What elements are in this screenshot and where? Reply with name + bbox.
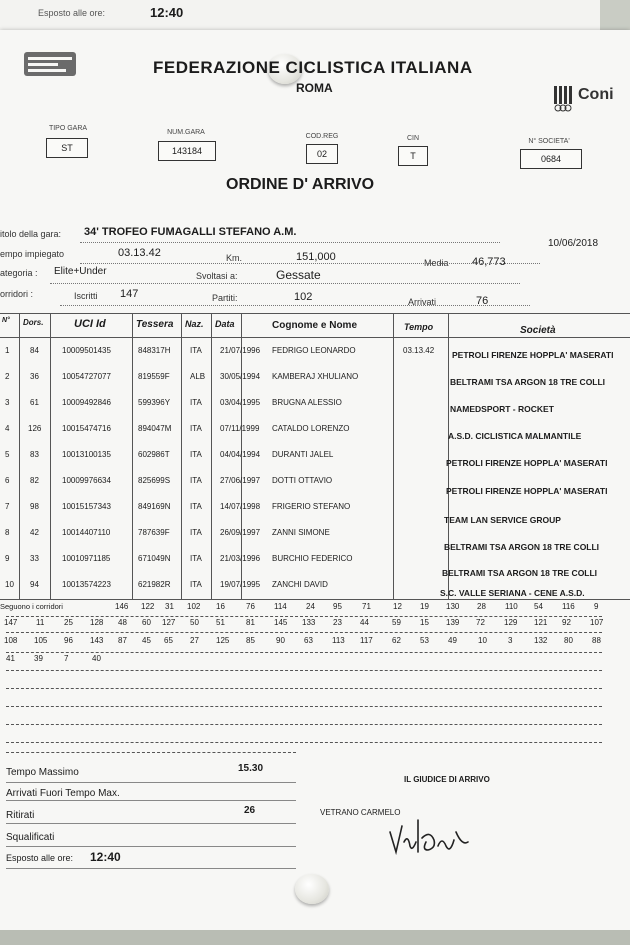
cell-tessera: 602986T <box>138 450 170 459</box>
bib-number: 117 <box>360 636 373 645</box>
bib-number: 19 <box>420 602 429 611</box>
col-header-nome: Cognome e Nome <box>272 320 358 331</box>
giudice-label: IL GIUDICE DI ARRIVO <box>404 775 490 784</box>
bib-number: 125 <box>216 636 230 645</box>
cell-societa: BELTRAMI TSA ARGON 18 TRE COLLI <box>444 542 600 552</box>
pushpin-bottom <box>295 874 329 904</box>
code-box-tipo: ST <box>46 138 88 158</box>
cell-uci: 10009492846 <box>62 398 111 407</box>
col-header-dors: Dors. <box>23 318 44 327</box>
cell-tessera: 894047M <box>138 424 172 433</box>
time-value: 03.13.42 <box>118 247 161 259</box>
code-label-num: NUM.GARA <box>167 129 205 136</box>
city-name: ROMA <box>296 81 333 95</box>
bib-number: 122 <box>141 602 155 611</box>
cell-societa: TEAM LAN SERVICE GROUP <box>444 515 561 525</box>
esposto-value: 12:40 <box>90 850 121 864</box>
bib-number: 81 <box>246 618 255 627</box>
km-value: 151,000 <box>296 251 336 263</box>
cell-naz: ALB <box>190 372 206 381</box>
col-header-uci: UCI Id <box>74 318 106 330</box>
cell-societa: NAMEDSPORT - ROCKET <box>450 404 554 414</box>
bib-number: 72 <box>476 618 485 627</box>
bib-number: 31 <box>165 602 174 611</box>
bib-number: 71 <box>362 602 371 611</box>
seguono-line-4 <box>0 654 630 668</box>
cell-naz: ITA <box>190 502 202 511</box>
cell-data: 14/07/1998 <box>220 502 261 511</box>
table-row <box>0 450 630 476</box>
bib-number: 121 <box>534 618 548 627</box>
cell-uci: 10013574223 <box>62 580 111 589</box>
esposto-label: Esposto alle ore: <box>6 853 74 863</box>
bib-number: 60 <box>142 618 151 627</box>
bib-number: 80 <box>564 636 573 645</box>
category-value: Elite+Under <box>54 266 107 277</box>
race-date: 10/06/2018 <box>548 238 599 249</box>
bib-number: 53 <box>420 636 429 645</box>
cell-dors: 36 <box>30 372 39 381</box>
cell-nome: BURCHIO FEDERICO <box>272 554 353 563</box>
tempo-max-value: 15.30 <box>238 763 264 774</box>
bib-number: 63 <box>304 636 313 645</box>
cell-data: 27/06/1997 <box>220 476 261 485</box>
bib-number: 147 <box>4 618 18 627</box>
bib-number: 108 <box>4 636 18 645</box>
table-row <box>0 554 630 580</box>
ritirati-label: Ritirati <box>6 810 35 821</box>
col-header-tessera: Tessera <box>136 319 174 330</box>
bib-number: 25 <box>64 618 73 627</box>
bib-number: 85 <box>246 636 255 645</box>
code-box-societa: 0684 <box>520 149 582 169</box>
km-label: Km. <box>226 253 243 263</box>
category-label: ategoria : <box>0 268 38 278</box>
cell-nome: ZANCHI DAVID <box>272 580 328 589</box>
bib-number: 10 <box>478 636 487 645</box>
cell-data: 26/09/1997 <box>220 528 261 537</box>
bib-number: 65 <box>164 636 173 645</box>
bib-number: 7 <box>64 654 69 663</box>
cell-data: 21/03/1996 <box>220 554 261 563</box>
coni-logo-icon <box>552 84 574 112</box>
cell-nome: FRIGERIO STEFANO <box>272 502 351 511</box>
bib-number: 27 <box>190 636 199 645</box>
race-title-value: 34' TROFEO FUMAGALLI STEFANO A.M. <box>84 226 297 238</box>
iscritti-value: 147 <box>120 288 139 300</box>
bib-number: 107 <box>590 618 604 627</box>
code-box-num: 143184 <box>158 141 216 161</box>
bib-number: 3 <box>508 636 513 645</box>
cell-naz: ITA <box>190 554 202 563</box>
cell-n: 8 <box>5 528 10 537</box>
cell-societa: PETROLI FIRENZE HOPPLA' MASERATI <box>452 350 614 360</box>
seguono-label: Seguono i corridori <box>0 602 63 611</box>
cell-n: 7 <box>5 502 10 511</box>
bib-number: 40 <box>92 654 101 663</box>
squalificati-label: Squalificati <box>6 832 55 843</box>
cell-data: 19/07/1995 <box>220 580 261 589</box>
table-row <box>0 476 630 502</box>
iscritti-label: Iscritti <box>74 291 98 301</box>
cell-data: 07/11/1999 <box>220 424 260 433</box>
partiti-label: Partiti: <box>212 293 238 303</box>
cell-uci: 10010971185 <box>62 554 111 563</box>
code-label-societa: N° SOCIETA' <box>528 138 570 145</box>
cell-tessera: 819559F <box>138 372 170 381</box>
cell-dors: 82 <box>30 476 39 485</box>
top-strip-label: Esposto alle ore: <box>38 8 106 18</box>
col-header-data: Data <box>215 319 235 329</box>
cell-data: 03/04/1995 <box>220 398 261 407</box>
bib-number: 49 <box>448 636 457 645</box>
cell-dors: 126 <box>28 424 42 433</box>
bib-number: 92 <box>562 618 571 627</box>
cell-uci: 10009501435 <box>62 346 111 355</box>
bib-number: 39 <box>34 654 43 663</box>
cell-n: 5 <box>5 450 10 459</box>
bib-number: 59 <box>392 618 401 627</box>
cell-dors: 33 <box>30 554 39 563</box>
cell-uci: 10015157343 <box>62 502 111 511</box>
cell-n: 1 <box>5 346 10 355</box>
bib-number: 12 <box>393 602 402 611</box>
cell-data: 21/07/1996 <box>220 346 261 355</box>
media-label: Media <box>424 258 449 268</box>
cell-dors: 42 <box>30 528 39 537</box>
federation-name: FEDERAZIONE CICLISTICA ITALIANA <box>153 58 473 77</box>
seguono-line-3 <box>0 636 630 650</box>
seguono-line-1 <box>0 602 630 616</box>
cell-uci: 10013100135 <box>62 450 111 459</box>
bib-number: 96 <box>64 636 73 645</box>
bib-number: 129 <box>504 618 518 627</box>
bib-number: 133 <box>302 618 316 627</box>
table-row <box>0 424 630 450</box>
cell-tessera: 848317H <box>138 346 171 355</box>
bottom-strip <box>0 930 630 945</box>
bib-number: 143 <box>90 636 104 645</box>
code-label-tipo: TIPO GARA <box>48 125 88 132</box>
cell-data: 30/05/1994 <box>220 372 261 381</box>
cell-naz: ITA <box>190 398 202 407</box>
cell-societa: A.S.D. CICLISTICA MALMANTILE <box>448 431 582 441</box>
cell-tessera: 599396Y <box>138 398 171 407</box>
race-title-label: itolo della gara: <box>0 229 62 239</box>
cell-tessera: 671049N <box>138 554 171 563</box>
bib-number: 128 <box>90 618 104 627</box>
table-row <box>0 346 630 372</box>
cell-tessera: 849169N <box>138 502 171 511</box>
bib-number: 41 <box>6 654 15 663</box>
bib-number: 88 <box>592 636 601 645</box>
cell-dors: 61 <box>30 398 39 407</box>
cell-dors: 94 <box>30 580 39 589</box>
cell-uci: 10054727077 <box>62 372 111 381</box>
cell-nome: BRUGNA ALESSIO <box>272 398 342 407</box>
bib-number: 16 <box>216 602 225 611</box>
cell-dors: 98 <box>30 502 39 511</box>
cell-nome: DURANTI JALEL <box>272 450 334 459</box>
bib-number: 15 <box>420 618 429 627</box>
cell-societa: BELTRAMI TSA ARGON 18 TRE COLLI <box>450 377 606 387</box>
bib-number: 11 <box>36 618 45 627</box>
bib-number: 146 <box>115 602 129 611</box>
bib-number: 24 <box>306 602 315 611</box>
cell-nome: KAMBERAJ XHULIANO <box>272 372 359 381</box>
cell-n: 9 <box>5 554 10 563</box>
arrivati-value: 76 <box>476 295 489 307</box>
bib-number: 139 <box>446 618 460 627</box>
bib-number: 130 <box>446 602 460 611</box>
bib-number: 9 <box>594 602 599 611</box>
fuori-tempo-label: Arrivati Fuori Tempo Max. <box>6 788 120 799</box>
code-label-reg: COD.REG <box>305 133 339 140</box>
bib-number: 76 <box>246 602 255 611</box>
giudice-name: VETRANO CARMELO <box>320 808 401 817</box>
cell-naz: ITA <box>190 424 202 433</box>
background-sheet-strip <box>0 0 600 30</box>
bib-number: 45 <box>142 636 151 645</box>
bib-number: 110 <box>505 602 518 611</box>
bib-number: 44 <box>360 618 369 627</box>
cell-nome: CATALDO LORENZO <box>272 424 350 433</box>
time-label: empo impiegato <box>0 249 65 259</box>
code-box-cin: T <box>398 146 428 166</box>
bib-number: 48 <box>118 618 127 627</box>
bib-number: 132 <box>534 636 548 645</box>
signature-icon <box>382 812 472 862</box>
bib-number: 87 <box>118 636 127 645</box>
bib-number: 62 <box>392 636 401 645</box>
cell-uci: 10015474716 <box>62 424 111 433</box>
cell-tessera: 787639F <box>138 528 170 537</box>
cell-naz: ITA <box>190 476 202 485</box>
cell-societa: BELTRAMI TSA ARGON 18 TRE COLLI <box>442 568 598 578</box>
document-title: ORDINE D' ARRIVO <box>226 176 375 193</box>
code-label-cin: CIN <box>406 135 420 142</box>
col-header-tempo: Tempo <box>404 322 434 332</box>
bib-number: 127 <box>162 618 176 627</box>
cell-nome: ZANNI SIMONE <box>272 528 330 537</box>
cell-nome: DOTTI OTTAVIO <box>272 476 333 485</box>
cell-tessera: 621982R <box>138 580 171 589</box>
cell-n: 2 <box>5 372 10 381</box>
bib-number: 95 <box>333 602 342 611</box>
riders-label: orridori : <box>0 289 34 299</box>
table-row <box>0 372 630 398</box>
tempo-max-label: Tempo Massimo <box>6 767 79 778</box>
bib-number: 145 <box>274 618 288 627</box>
code-box-reg: 02 <box>306 144 338 164</box>
cell-tempo: 03.13.42 <box>403 346 435 355</box>
cell-naz: ITA <box>190 450 202 459</box>
cell-naz: ITA <box>190 346 202 355</box>
bib-number: 105 <box>34 636 48 645</box>
table-row <box>0 502 630 528</box>
table-row <box>0 528 630 554</box>
ritirati-value: 26 <box>244 805 256 816</box>
bib-number: 50 <box>190 618 199 627</box>
cell-societa: PETROLI FIRENZE HOPPLA' MASERATI <box>446 458 608 468</box>
cell-tessera: 825699S <box>138 476 171 485</box>
col-header-societa: Società <box>520 325 556 336</box>
cell-naz: ITA <box>190 528 202 537</box>
table-row <box>0 398 630 424</box>
cell-n: 3 <box>5 398 10 407</box>
bib-number: 28 <box>477 602 486 611</box>
bib-number: 51 <box>216 618 225 627</box>
top-strip-time: 12:40 <box>150 5 184 20</box>
cell-nome: FEDRIGO LEONARDO <box>272 346 356 355</box>
bib-number: 23 <box>333 618 342 627</box>
seguono-line-2 <box>0 618 630 632</box>
cell-n: 4 <box>5 424 10 433</box>
cell-societa: S.C. VALLE SERIANA - CENE A.S.D. <box>440 588 585 598</box>
partiti-value: 102 <box>294 291 313 303</box>
media-value: 46,773 <box>472 256 506 268</box>
bib-number: 102 <box>187 602 201 611</box>
cell-data: 04/04/1994 <box>220 450 261 459</box>
cell-societa: PETROLI FIRENZE HOPPLA' MASERATI <box>446 486 608 496</box>
cell-uci: 10009976634 <box>62 476 111 485</box>
bib-number: 113 <box>332 636 345 645</box>
cell-n: 10 <box>5 580 14 589</box>
svolta-value: Gessate <box>276 268 321 282</box>
cell-dors: 83 <box>30 450 39 459</box>
bib-number: 116 <box>562 602 575 611</box>
cell-dors: 84 <box>30 346 39 355</box>
coni-label: Coni <box>578 86 614 103</box>
arrivati-label: Arrivati <box>408 297 437 307</box>
cell-uci: 10014407110 <box>62 528 111 537</box>
cell-naz: ITA <box>190 580 202 589</box>
bib-number: 54 <box>534 602 543 611</box>
bib-number: 114 <box>274 602 287 611</box>
bib-number: 90 <box>276 636 285 645</box>
col-header-naz: Naz. <box>185 319 204 329</box>
cell-n: 6 <box>5 476 10 485</box>
fci-logo-icon <box>22 50 78 78</box>
svolta-label: Svoltasi a: <box>196 271 238 281</box>
col-header-n: N° <box>2 317 10 324</box>
